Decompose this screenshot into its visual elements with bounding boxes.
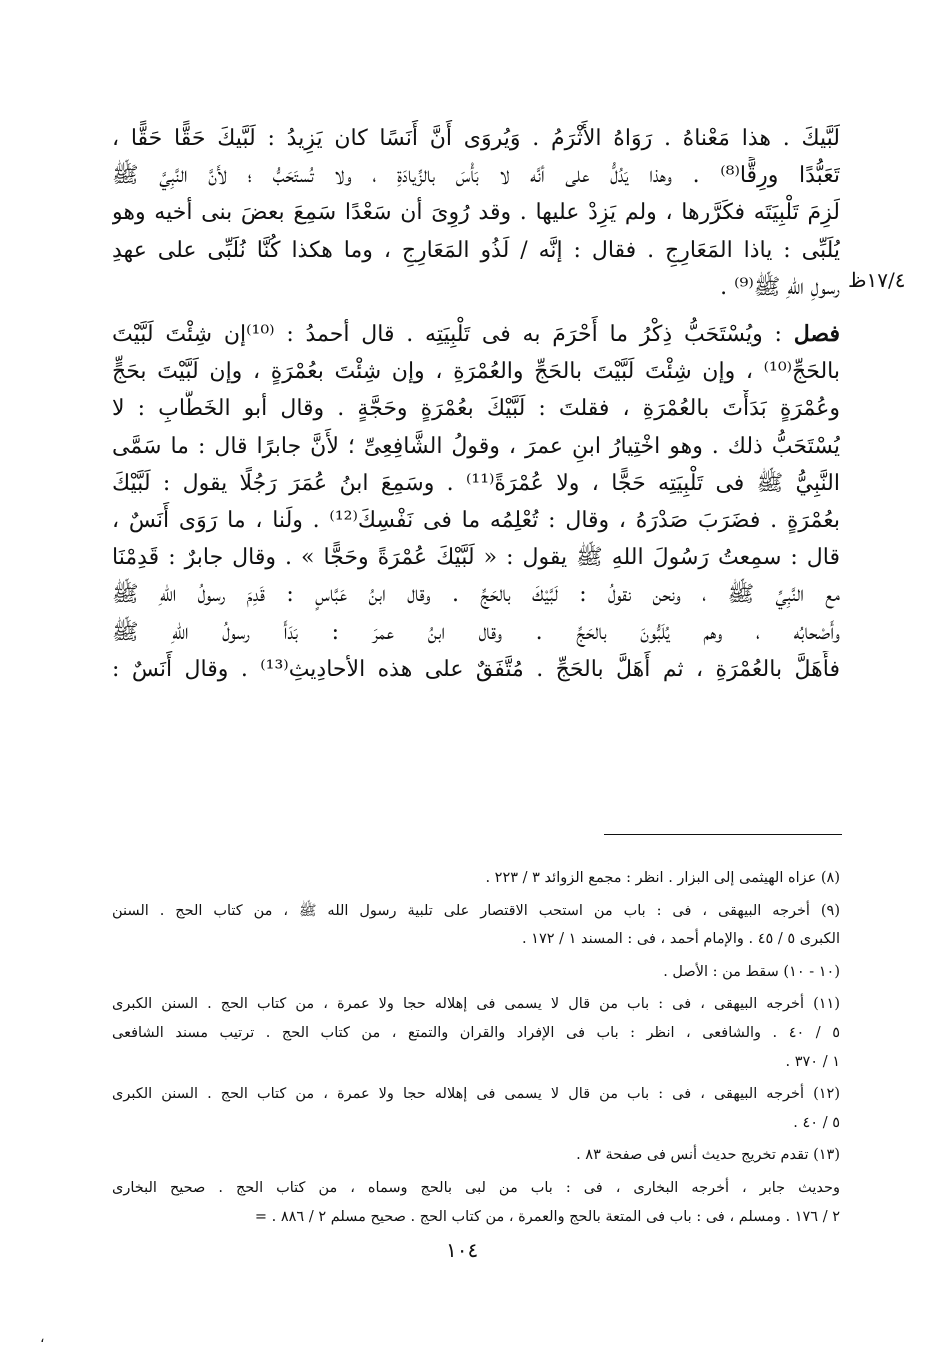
footnote-11 (112, 990, 840, 1076)
footnote-line: (٨) عزاه الهيثمى إلى البزار . انظر : مجمع الزوائد ٣ / ٢٢٣ . (485, 870, 840, 886)
footnote-9 (112, 897, 840, 954)
page-number: ١٠٤ (446, 1238, 479, 1262)
text-line (112, 316, 840, 353)
text-line: بالحَجِّ⁽¹⁰⁾ ، وإن شِئْتَ لَبَّيْتَ بالحَجِّ والعُمْرَةِ ، وإن شِئْتَ بعُمْرَةٍ ، وإن لَبَّيْتَ بحَجٍّ (112, 359, 840, 385)
footnote-line: ١ / ٣٧٠ . (785, 1053, 840, 1070)
footnote-line: (١٢) أخرجه البيهقى ، فى : باب من قال لا يسمى فى إهلاله حجا ولا عمرة ، من كتاب الحج . السنن الكبرى (112, 1086, 840, 1103)
paragraph-1 (112, 120, 840, 306)
footnote-12 (112, 1080, 840, 1137)
footnote-line: ٥ / ٤٠ . (793, 1114, 840, 1131)
text-line: النَّبِيُّ ﷺ فى تَلْبِيَتِه حَجًّا ، ولا عُمْرَةً⁽¹¹⁾ . وسَمِعَ ابنُ عُمَرَ رَجُلًا يقول : لَبَّيْكَ (112, 470, 840, 496)
footnote-13-continued (112, 1174, 840, 1231)
text-line: يُسْتَحَبُّ ذلك . وهو اخْتِيارُ ابنِ عمرَ ، وقولُ الشَّافِعِىِّ ؛ لأَنَّ جابرًا قال : ما سَمَّى (112, 433, 840, 459)
footnote-line: (٩) أخرجه البيهقى ، فى : باب من استحب الاقتصار على تلبية رسول الله ﷺ ، من كتاب الحج . السنن (112, 902, 840, 919)
text-line: مع النَّبِيِّ ﷺ ، ونحن نقولُ : لَبَّيْكَ بالحَجِّ . وقال ابنُ عَبَّاسٍ : قَدِمَ رسولُ اللهِ ﷺ (112, 582, 840, 608)
text-line: وعُمْرَةٍ بَدَأْتَ بالعُمْرَةِ ، فقلتَ : لَبَّيْكَ بعُمْرَةٍ وحَجَّةٍ . وقال أبو الخَطَّابِ : لا (112, 396, 840, 422)
footnote-separator (604, 834, 842, 835)
main-text (112, 120, 840, 688)
text-line: تَعَبُّدًا ورِقًّا⁽⁸⁾ . وهذا يَدُلُّ على أنَّه لا بَأْسَ بالزِّيادَةِ ، ولا تُستَحَبُّ ؛ لأَنَّ النَّبِيَّ ﷺ (112, 163, 840, 189)
footnote-line: (١١) أخرجه البيهقى ، فى : باب من قال لا يسمى فى إهلاله حجا ولا عمرة ، من كتاب الحج . السنن الكبرى (112, 996, 840, 1013)
text-line-rest: : ويُسْتَحَبُّ ذِكْرُ ما أَحْرَمَ به فى تَلْبِيَتِه . قال أحمدُ : ⁽¹⁰⁾إن شِئْتَ لَبَّيْتَ (112, 322, 782, 348)
footnotes (112, 864, 840, 1235)
section-heading-word: فصل (793, 321, 840, 348)
text-line: رسولِ اللهِ ﷺ⁽⁹⁾ . (720, 274, 840, 300)
footnote-8 (112, 864, 840, 893)
footnote-line: ٥ / ٤٠ . والشافعى ، انظر : باب فى الإفراد والقران والتمتع ، من كتاب الحج . ترتيب مسند الشافعى (112, 1024, 840, 1041)
text-line: قال : سمِعتُ رَسُولَ اللهِ ﷺ يقول : « لَبَّيْكَ عُمْرَةً وحَجًّا » . وقال جابرٌ : قَدِمْنَا (112, 545, 840, 571)
text-line: يُلَبِّى : ياذا المَعَارِجِ . فقال : إنَّه / لَذُو المَعَارِجِ ، وما هكذا كُنَّا نُلَبِّى على عهدِ (112, 237, 840, 263)
footnote-line: وحديث جابر ، أخرجه البخارى ، فى : باب من لبى بالحج وسماه ، من كتاب الحج . صحيح البخارى (112, 1179, 840, 1196)
text-line: فأَهَلَّ بالعُمْرَةِ ، ثم أَهَلَّ بالحَجِّ . مُتَّفَقٌ على هذه الأحادِيثِ⁽¹³⁾ . وقال أَنَسٌ : (112, 656, 840, 682)
text-line: وأَصْحابُه ، وهم يُلَبُّونَ بالحَجِّ . وقال ابنُ عمرَ : بَدَأَ رسولُ اللهِ ﷺ (112, 619, 840, 645)
manuscript-folio-note: ١٧/٤ظ (848, 268, 906, 292)
text-line: لَزِمَ تَلْبِيَتَه فكَرَّرها ، ولم يَزِدْ عليها . وقد رُوِىَ أن سَعْدًا سَمِعَ بعضَ بنى أخيه وهو (112, 200, 840, 226)
text-line: لَبَّيكَ . هذا مَعْناهُ . رَوَاهُ الأَثْرَمُ . وَيُروَى أَنَّ أَنَسًا كان يَزِيدُ : لَبَّيكَ حَقًّا حَقًّا ، (112, 126, 840, 151)
text-line: بعُمْرَةٍ . فضَرَبَ صَدْرَهُ ، وقال : تُعْلِمُه ما فى نَفْسِكَ⁽¹²⁾ . ولَنا ، ما رَوَى أَنَسٌ ، (112, 508, 840, 534)
footnote-line: (١٠ - ١٠) سقط من : الأصل . (663, 963, 840, 980)
footnote-line: الكبرى ٥ / ٤٥ . والإمام أحمد ، فى : المسند ١ / ١٧٢ . (521, 931, 840, 948)
footnote-line: ٢ / ١٧٦ . ومسلم ، فى : باب فى المتعة بالحج والعمرة ، من كتاب الحج . صحيح مسلم ٢ / ٨٨٦ . = (254, 1208, 840, 1225)
footnote-13 (112, 1141, 840, 1170)
footnote-10 (112, 958, 840, 987)
footnote-line: (١٣) تقدم تخريج حديث أنس فى صفحة ٨٣ . (576, 1147, 840, 1164)
stray-mark: ، (40, 1330, 45, 1346)
paragraph-2 (112, 316, 840, 688)
